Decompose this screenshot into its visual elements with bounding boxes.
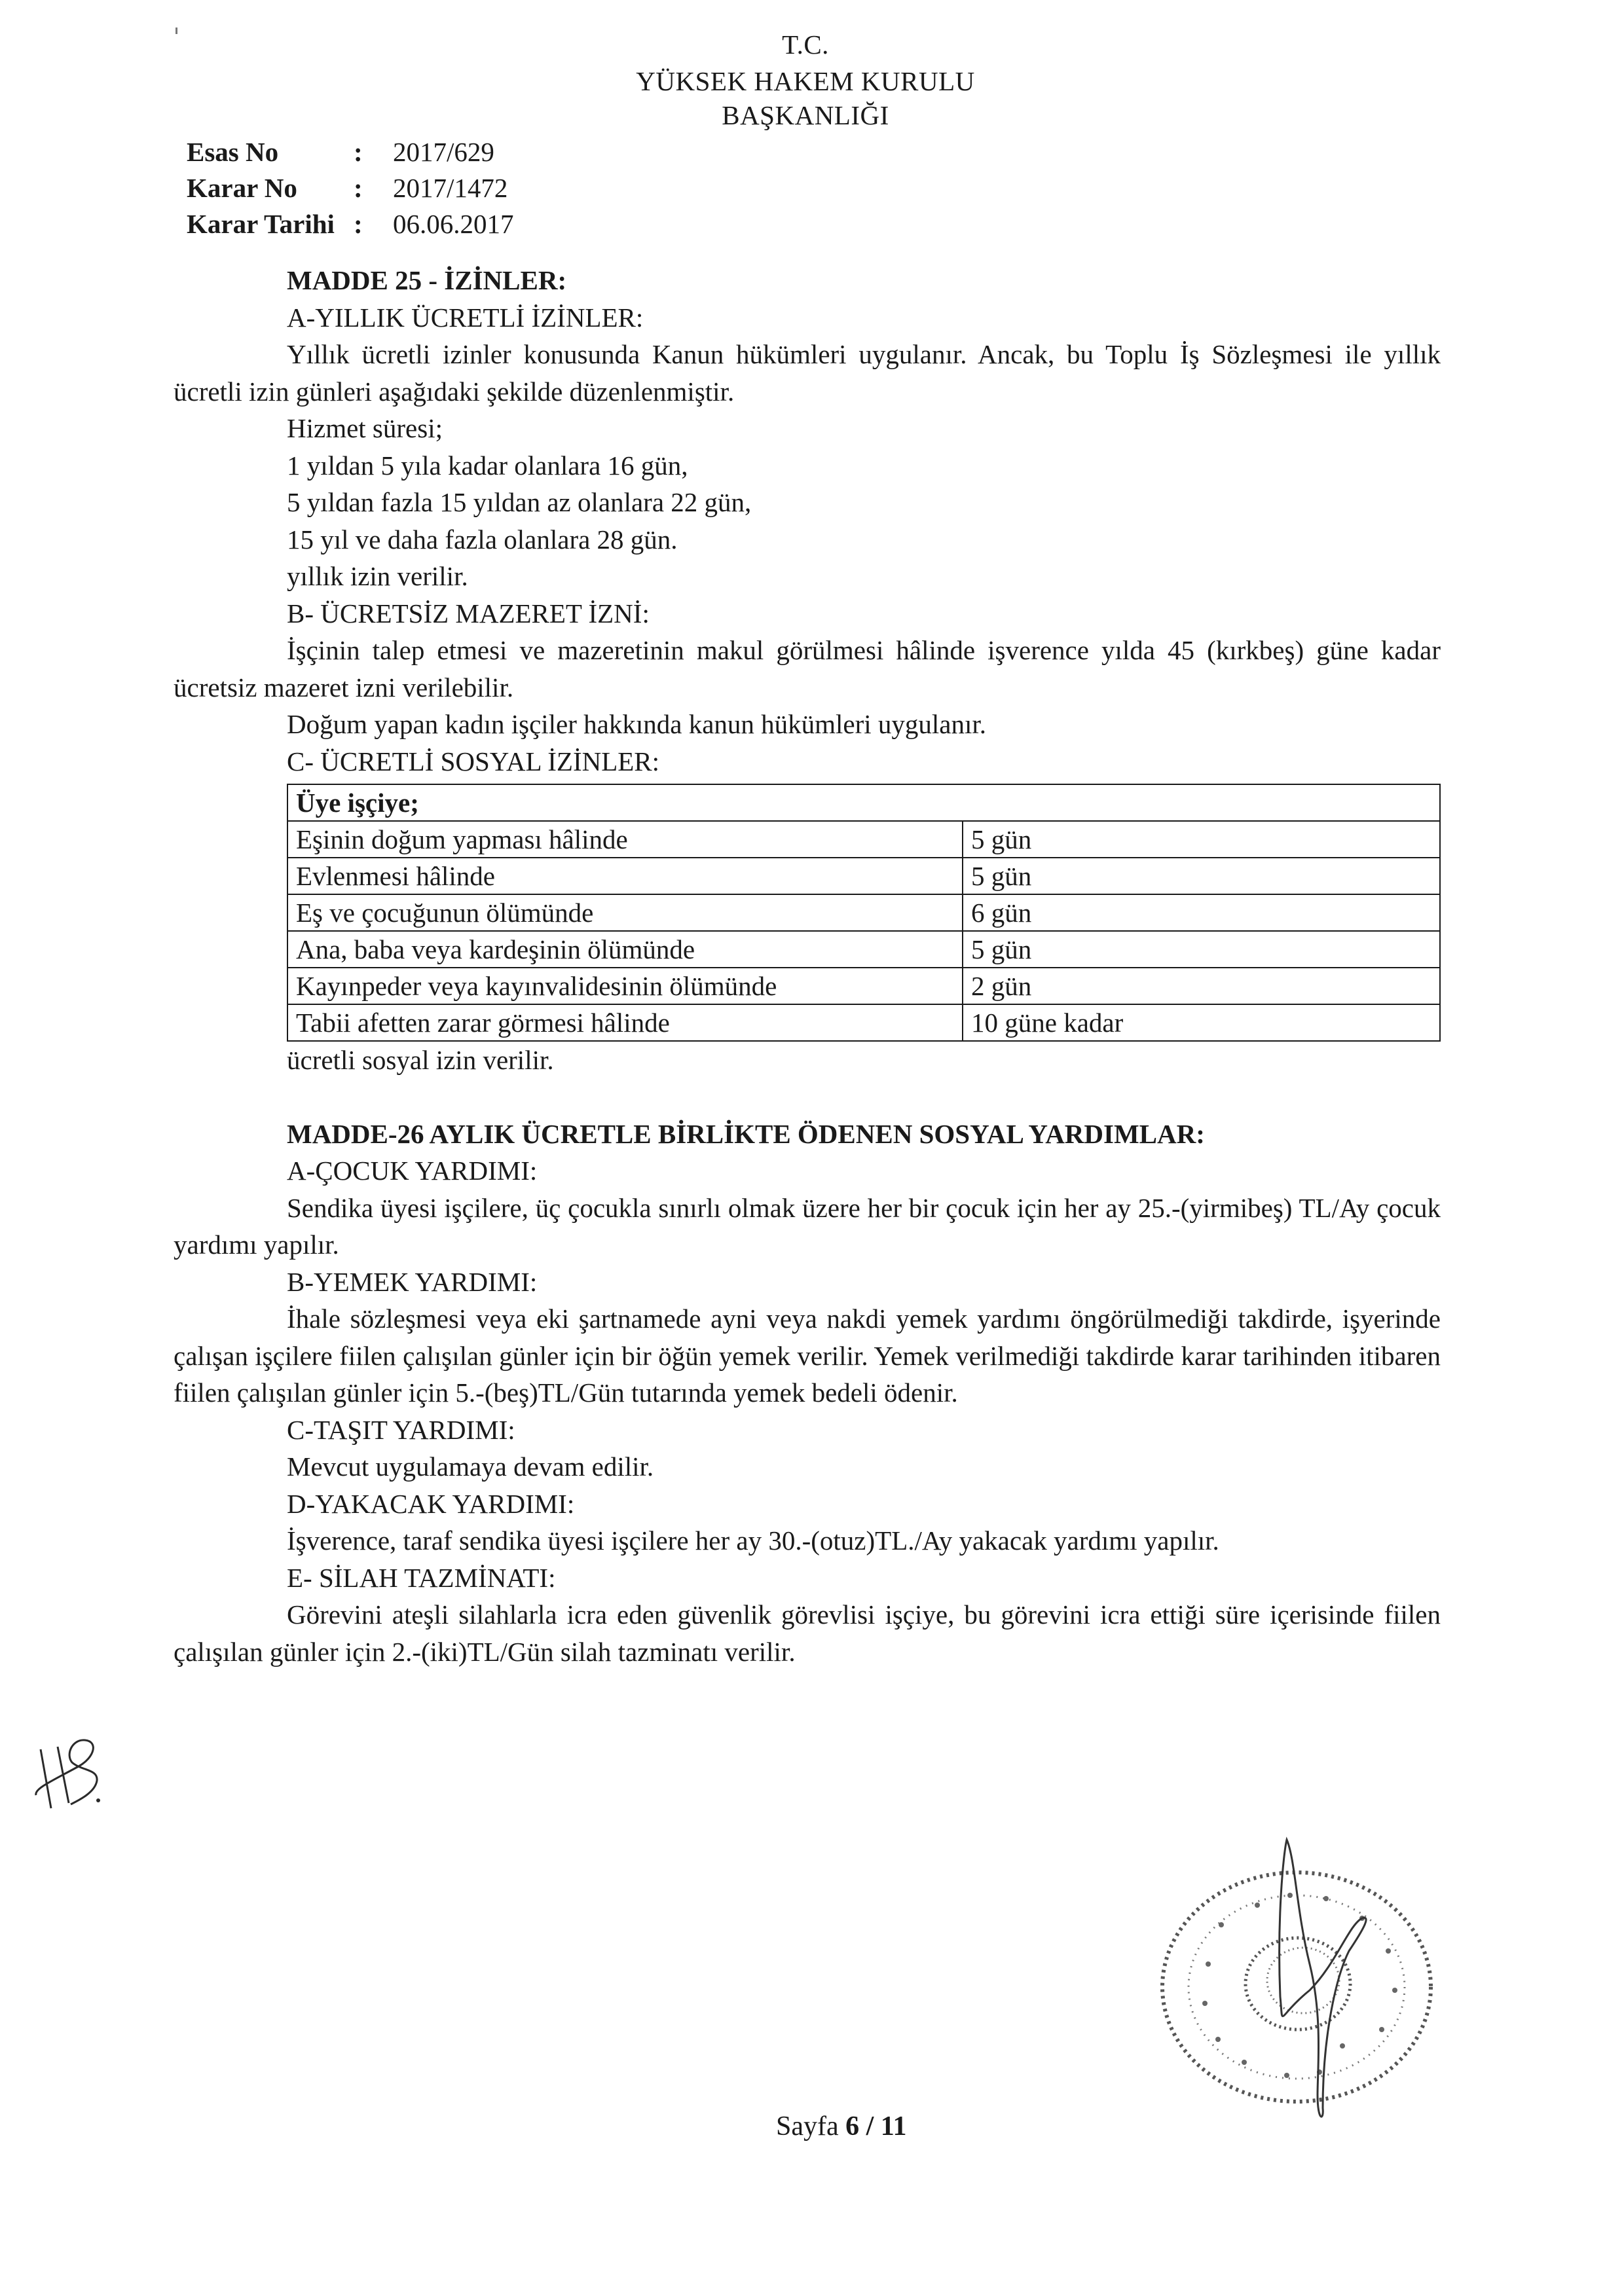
- meta-value: 2017/1472: [393, 173, 508, 203]
- article-25: [174, 262, 1441, 1079]
- transport-allowance-paragraph: Mevcut uygulamaya devam edilir.: [287, 1451, 654, 1482]
- meal-allowance-paragraph: İhale sözleşmesi veya eki şartnamede ayni veya nakdi yemek yardımı öngörülmediği takdirde, işyerinde çalışan işçilere fiilen çalışılan günler için bir öğün yemek verilir. Yemek verilmediği takdirde karar tarihinden itibaren fiilen çalışılan günler için 5.-(beş)TL/Gün tutarında yemek bedeli ödenir.: [174, 1303, 1441, 1408]
- fuel-allowance-title: D-YAKACAK YARDIMI:: [287, 1488, 575, 1519]
- social-leave-table: [287, 784, 1441, 1042]
- page-number: 6 / 11: [845, 2111, 907, 2141]
- section-a-title: A-YILLIK ÜCRETLİ İZİNLER:: [287, 302, 644, 333]
- article-26-title: MADDE-26 AYLIK ÜCRETLE BİRLİKTE ÖDENEN SOSYAL YARDIMLAR:: [287, 1118, 1205, 1149]
- meta-value: 2017/629: [393, 137, 494, 167]
- meta-row-esas: [187, 134, 514, 170]
- leave-case: Tabii afetten zarar görmesi hâlinde: [287, 1004, 963, 1041]
- table-row: [287, 821, 1440, 858]
- leave-case: Eş ve çocuğunun ölümünde: [287, 894, 963, 931]
- meta-label: Esas No: [187, 137, 279, 167]
- section-b-paragraph-2: Doğum yapan kadın işçiler hakkında kanun hükümleri uygulanır.: [287, 709, 987, 739]
- article-26: [174, 1116, 1441, 1671]
- meta-value: 06.06.2017: [393, 209, 514, 239]
- transport-allowance-title: C-TAŞIT YARDIMI:: [287, 1414, 515, 1445]
- leave-days: 5 gün: [963, 858, 1440, 894]
- section-c-title: C- ÜCRETLİ SOSYAL İZİNLER:: [287, 746, 660, 776]
- leave-days: 2 gün: [963, 968, 1440, 1004]
- seal-text-dots: [1202, 1893, 1397, 2078]
- leave-case: Ana, baba veya kardeşinin ölümünde: [287, 931, 963, 968]
- leave-days: 5 gün: [963, 931, 1440, 968]
- header-department: BAŞKANLIĞI: [722, 100, 889, 130]
- meta-row-karar-no: [187, 170, 514, 206]
- child-allowance-paragraph: Sendika üyesi işçilere, üç çocukla sınırlı olmak üzere her bir çocuk için her ay 25.-(yirmibeş) TL/Ay çocuk yardımı yapılır.: [174, 1192, 1441, 1260]
- meta-separator: :: [354, 137, 363, 167]
- section-b-paragraph: İşçinin talep etmesi ve mazeretinin makul görülmesi hâlinde işverence yılda 45 (kırkbeş) güne kadar ücretsiz mazeret izni verilebilir.: [174, 635, 1441, 702]
- fuel-allowance-paragraph: İşverence, taraf sendika üyesi işçilere her ay 30.-(otuz)TL./Ay yakacak yardımı yapılır.: [287, 1525, 1219, 1556]
- meta-separator: :: [354, 209, 363, 239]
- header-organization: YÜKSEK HAKEM KURULU: [636, 66, 975, 96]
- section-b-title: B- ÜCRETSİZ MAZERET İZNİ:: [287, 598, 650, 629]
- service-duration-label: Hizmet süresi;: [287, 413, 443, 443]
- weapon-compensation-paragraph: Görevini ateşli silahlarla icra eden güvenlik görevlisi işçiye, bu görevini icra ettiği süre içerisinde fiilen çalışılan günler için 2.-(iki)TL/Gün silah tazminatı verilir.: [174, 1599, 1441, 1667]
- leave-days: 6 gün: [963, 894, 1440, 931]
- handwritten-initials-icon: [33, 1735, 111, 1820]
- section-a-paragraph: Yıllık ücretli izinler konusunda Kanun hükümleri uygulanır. Ancak, bu Toplu İş Sözleşmesi ile yıllık ücretli izin günleri aşağıdaki şekilde düzenlenmiştir.: [174, 339, 1441, 407]
- official-seal-icon: [1146, 1820, 1454, 2121]
- leave-case: Evlenmesi hâlinde: [287, 858, 963, 894]
- service-item: 1 yıldan 5 yıla kadar olanlara 16 gün,: [287, 450, 688, 481]
- weapon-compensation-title: E- SİLAH TAZMİNATI:: [287, 1562, 556, 1593]
- table-header-cell: Üye işçiye;: [287, 784, 1440, 821]
- table-row: [287, 968, 1440, 1004]
- meta-label: Karar Tarihi: [187, 209, 335, 239]
- service-item: 15 yıl ve daha fazla olanlara 28 gün.: [287, 524, 678, 555]
- meta-separator: :: [354, 173, 363, 203]
- meta-label: Karar No: [187, 173, 297, 203]
- leave-case: Kayınpeder veya kayınvalidesinin ölümünde: [287, 968, 963, 1004]
- leave-days: 5 gün: [963, 821, 1440, 858]
- service-item: 5 yıldan fazla 15 yıldan az olanlara 22 gün,: [287, 487, 752, 517]
- document-body: [174, 262, 1441, 1670]
- meal-allowance-title: B-YEMEK YARDIMI:: [287, 1266, 538, 1297]
- table-row: [287, 1004, 1440, 1041]
- leave-case: Eşinin doğum yapması hâlinde: [287, 821, 963, 858]
- table-row: [287, 931, 1440, 968]
- section-a-closing: yıllık izin verilir.: [287, 561, 468, 591]
- scan-mark: [175, 27, 177, 34]
- page-footer: [776, 2111, 907, 2142]
- table-row: [287, 894, 1440, 931]
- table-header-row: [287, 784, 1440, 821]
- meta-row-karar-tarihi: [187, 206, 514, 242]
- page-label: Sayfa: [776, 2111, 839, 2141]
- leave-days: 10 güne kadar: [963, 1004, 1440, 1041]
- table-row: [287, 858, 1440, 894]
- header-tc: T.C.: [782, 29, 829, 60]
- section-c-closing: ücretli sosyal izin verilir.: [287, 1045, 554, 1075]
- case-meta: [187, 134, 514, 242]
- article-25-title: MADDE 25 - İZİNLER:: [287, 265, 567, 295]
- spacer: [174, 1079, 1441, 1116]
- child-allowance-title: A-ÇOCUK YARDIMI:: [287, 1156, 538, 1186]
